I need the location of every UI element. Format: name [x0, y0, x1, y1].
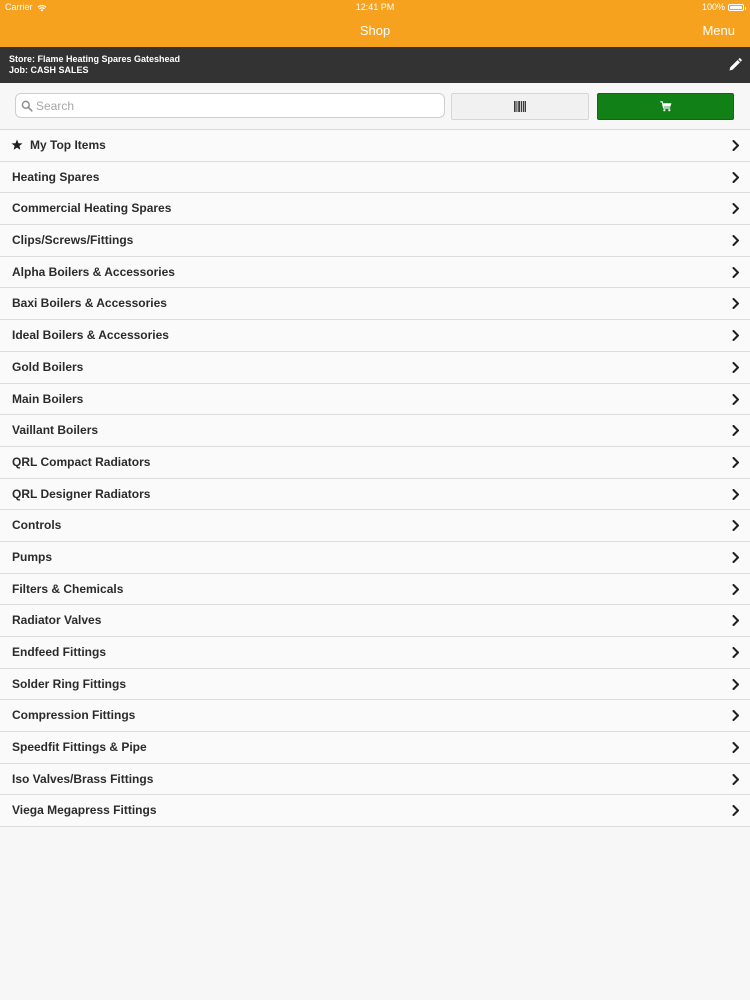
- category-label: Radiator Valves: [12, 613, 102, 628]
- category-label: Controls: [12, 518, 62, 533]
- category-item[interactable]: [0, 415, 750, 447]
- chevron-right-icon: [732, 489, 740, 500]
- battery-status: [702, 0, 744, 15]
- category-item[interactable]: [0, 605, 750, 637]
- category-label: Heating Spares: [12, 169, 100, 184]
- chevron-right-icon: [732, 615, 740, 626]
- category-label: Viega Megapress Fittings: [12, 803, 157, 818]
- category-label: Pumps: [12, 549, 53, 564]
- category-item[interactable]: [0, 700, 750, 732]
- category-label: Filters & Chemicals: [12, 581, 124, 596]
- category-label: Baxi Boilers & Accessories: [12, 296, 167, 311]
- chevron-right-icon: [732, 805, 740, 816]
- category-item[interactable]: [0, 732, 750, 764]
- chevron-right-icon: [732, 394, 740, 405]
- chevron-right-icon: [732, 679, 740, 690]
- category-item[interactable]: [0, 130, 750, 162]
- category-item[interactable]: [0, 384, 750, 416]
- category-item[interactable]: [0, 479, 750, 511]
- chevron-right-icon: [732, 330, 740, 341]
- category-label: Vaillant Boilers: [12, 423, 99, 438]
- cart-button[interactable]: [597, 93, 734, 120]
- chevron-right-icon: [732, 267, 740, 278]
- category-item[interactable]: [0, 225, 750, 257]
- category-item[interactable]: [0, 669, 750, 701]
- store-name: Store: Flame Heating Spares Gateshead: [9, 54, 181, 64]
- battery-fill: [730, 6, 742, 9]
- chevron-right-icon: [732, 425, 740, 436]
- category-label: QRL Designer Radiators: [12, 486, 151, 501]
- category-item[interactable]: [0, 193, 750, 225]
- category-label: Alpha Boilers & Accessories: [12, 264, 175, 279]
- category-item[interactable]: [0, 574, 750, 606]
- category-label: Endfeed Fittings: [12, 645, 106, 659]
- search-box: [15, 93, 445, 118]
- pencil-icon: [727, 57, 743, 73]
- category-label: Main Boilers: [12, 391, 84, 406]
- category-label: My Top Items: [30, 138, 106, 152]
- chevron-right-icon: [732, 235, 740, 246]
- search-input[interactable]: [36, 94, 436, 117]
- category-item[interactable]: [0, 288, 750, 320]
- category-item[interactable]: [0, 542, 750, 574]
- chevron-right-icon: [732, 140, 740, 151]
- app-header: [0, 0, 750, 47]
- chevron-right-icon: [732, 362, 740, 373]
- search-icon: [21, 100, 33, 112]
- category-label: Solder Ring Fittings: [12, 676, 126, 691]
- chevron-right-icon: [732, 457, 740, 468]
- category-item[interactable]: [0, 257, 750, 289]
- edit-store-button[interactable]: [727, 57, 743, 73]
- category-item[interactable]: [0, 320, 750, 352]
- chevron-right-icon: [732, 647, 740, 658]
- status-time: 12:41 PM: [355, 2, 395, 12]
- chevron-right-icon: [732, 774, 740, 785]
- category-label: Ideal Boilers & Accessories: [12, 328, 169, 343]
- barcode-scan-button[interactable]: [451, 93, 589, 120]
- category-label: Gold Boilers: [12, 359, 84, 374]
- category-item[interactable]: [0, 162, 750, 194]
- category-item[interactable]: [0, 637, 750, 669]
- search-toolbar: [0, 83, 750, 129]
- job-name: Job: CASH SALES: [9, 65, 89, 75]
- carrier-label: Carrier: [5, 2, 33, 12]
- category-item[interactable]: [0, 447, 750, 479]
- chevron-right-icon: [732, 172, 740, 183]
- category-item[interactable]: [0, 764, 750, 796]
- menu-button[interactable]: Menu: [702, 23, 735, 38]
- chevron-right-icon: [732, 552, 740, 563]
- chevron-right-icon: [732, 520, 740, 531]
- store-info-bar: [0, 47, 750, 83]
- chevron-right-icon: [732, 742, 740, 753]
- chevron-right-icon: [732, 710, 740, 721]
- category-label: Iso Valves/Brass Fittings: [12, 771, 154, 786]
- chevron-right-icon: [732, 203, 740, 214]
- category-list: [0, 129, 750, 827]
- chevron-right-icon: [732, 298, 740, 309]
- category-item[interactable]: [0, 510, 750, 542]
- category-label: Speedfit Fittings & Pipe: [12, 740, 147, 755]
- page-title: Shop: [359, 23, 391, 38]
- battery-icon: [728, 4, 744, 11]
- category-label: Clips/Screws/Fittings: [12, 233, 134, 248]
- chevron-right-icon: [732, 584, 740, 595]
- barcode-icon: [514, 101, 526, 112]
- category-label: Compression Fittings: [12, 708, 136, 723]
- category-item[interactable]: [0, 795, 750, 827]
- star-icon: [11, 139, 23, 151]
- category-label: Commercial Heating Spares: [12, 201, 172, 216]
- category-item[interactable]: [0, 352, 750, 384]
- category-label: QRL Compact Radiators: [12, 454, 151, 469]
- cart-icon: [660, 101, 672, 112]
- status-bar: [0, 0, 750, 15]
- battery-percent: 100%: [701, 2, 725, 12]
